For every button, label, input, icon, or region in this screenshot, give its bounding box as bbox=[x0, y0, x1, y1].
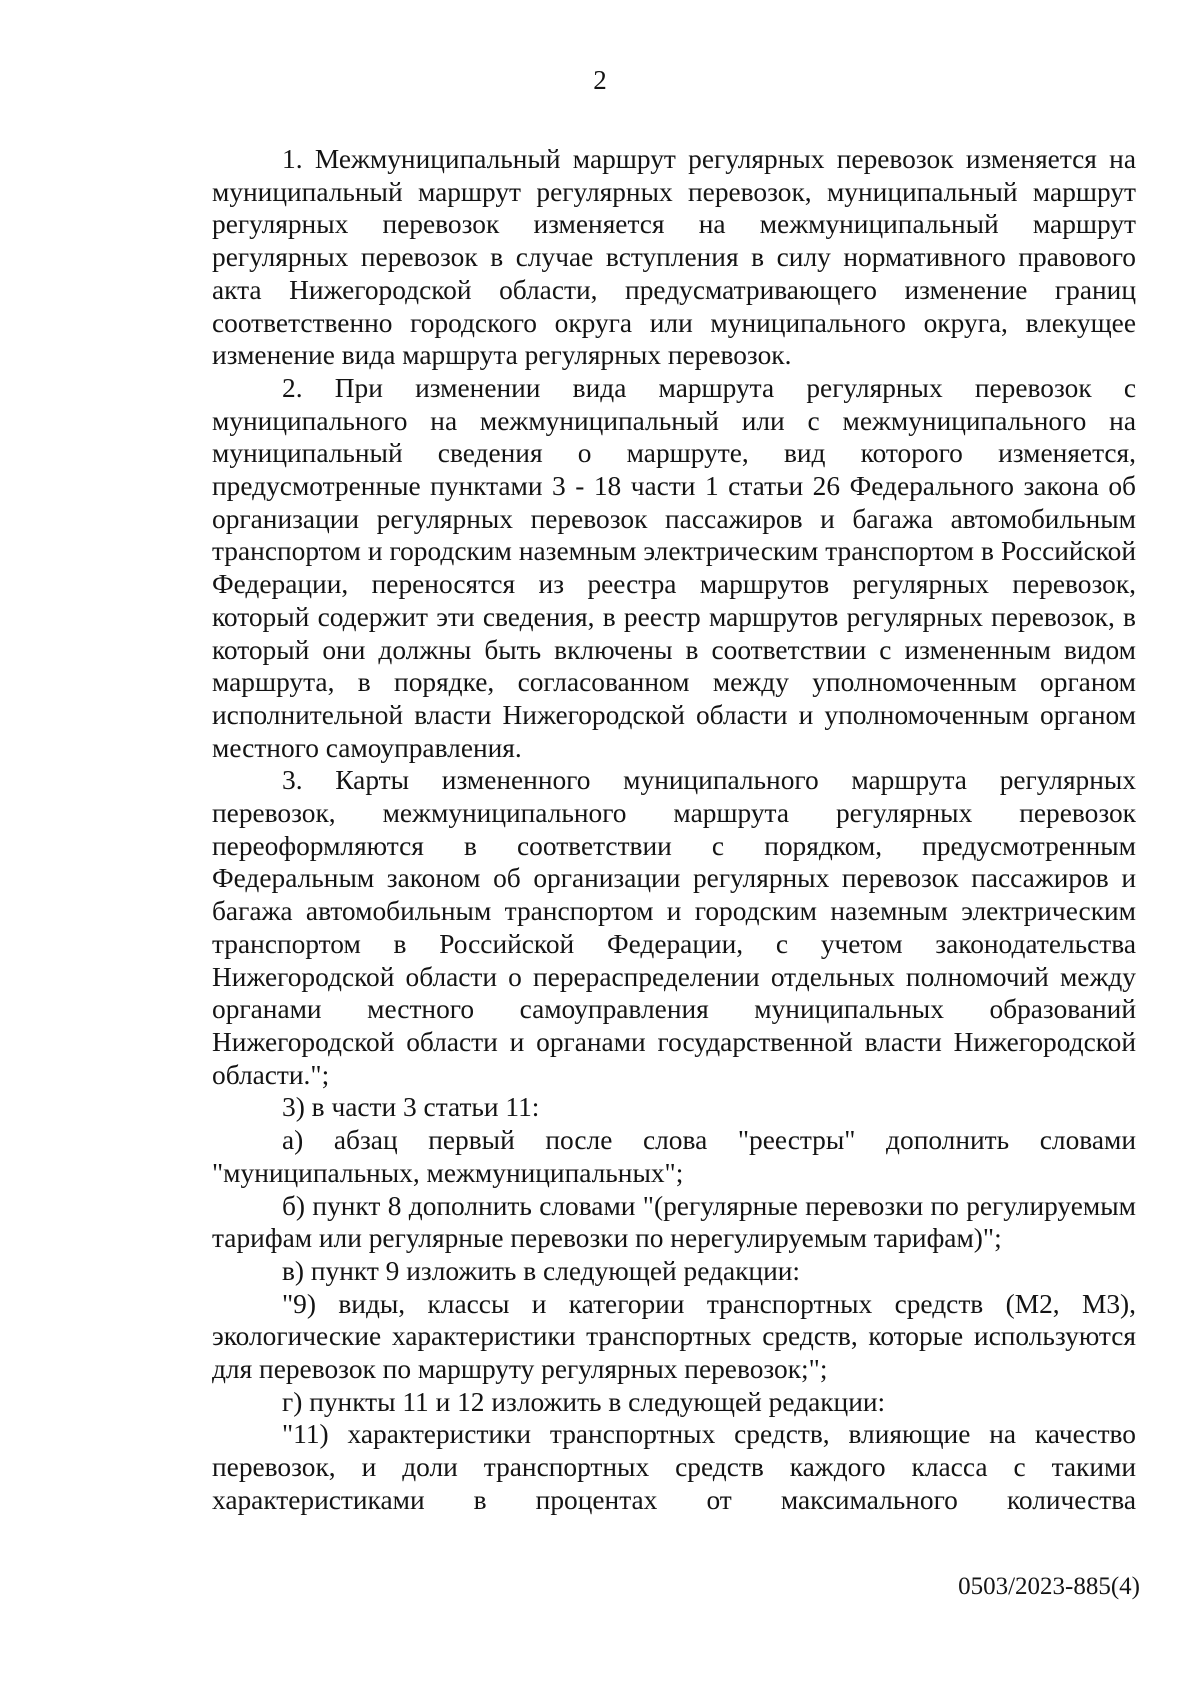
paragraph-2: 2. При изменении вида маршрута регулярных перевозок с муниципального на межмуниципальный или с межмуниципального на муниципальный сведения о маршруте, вид которого изменяется, предусмотренные пунктами 3 - 18 части 1 статьи 26 Федерального закона об организации регулярных перевозок пассажиров и багажа автомобильным транспортом и городским наземным электрическим транспортом в Российской Федерации, переносятся из реестра маршрутов регулярных перевозок, который содержит эти сведения, в реестр маршрутов регулярных перевозок, в который они должны быть включены в соответствии с измененным видом маршрута, в порядке, согласованном между уполномоченным органом исполнительной власти Нижегородской области и уполномоченным органом местного самоуправления. bbox=[212, 372, 1136, 763]
paragraph-7: в) пункт 9 изложить в следующей редакции: bbox=[282, 1255, 801, 1286]
paragraph-5: а) абзац первый после слова "реестры" дополнить словами "муниципальных, межмуниципальных"; bbox=[212, 1125, 1136, 1188]
page-number: 2 bbox=[593, 65, 607, 95]
paragraph-10: "11) характеристики транспортных средств, влияющие на качество перевозок, и доли транспортных средств каждого класса с такими характеристиками в процентах от максимального количества bbox=[212, 1419, 1136, 1515]
paragraph-9: г) пункты 11 и 12 изложить в следующей редакции: bbox=[282, 1386, 886, 1417]
paragraph-6: б) пункт 8 дополнить словами "(регулярные перевозки по регулируемым тарифам или регулярные перевозки по нерегулируемым тарифам)"; bbox=[212, 1190, 1136, 1254]
paragraph-4: 3) в части 3 статьи 11: bbox=[282, 1092, 540, 1123]
paragraph-8: "9) виды, классы и категории транспортных средств (М2, М3), экологические характеристики транспортных средств, которые используются для перевозок по маршруту регулярных перевозок;"; bbox=[212, 1288, 1136, 1385]
document-body bbox=[212, 143, 1136, 1517]
paragraph-3: 3. Карты измененного муниципального маршрута регулярных перевозок, межмуниципального маршрута регулярных перевозок переоформляются в соответствии с порядком, предусмотренным Федеральным законом об организации регулярных перевозок пассажиров и багажа автомобильным транспортом и городским наземным электрическим транспортом в Российской Федерации, с учетом законодательства Нижегородской области о перераспределении отдельных полномочий между органами местного самоуправления муниципальных образований Нижегородской области и органами государственной власти Нижегородской области."; bbox=[212, 765, 1136, 1090]
paragraph-1: 1. Межмуниципальный маршрут регулярных перевозок изменяется на муниципальный маршрут регулярных перевозок, муниципальный маршрут регулярных перевозок изменяется на межмуниципальный маршрут регулярных перевозок в случае вступления в силу нормативного правового акта Нижегородской области, предусматривающего изменение границ соответственно городского округа или муниципального округа, влекущее изменение вида маршрута регулярных перевозок. bbox=[212, 144, 1136, 371]
document-code: 0503/2023-885(4) bbox=[958, 1573, 1140, 1600]
